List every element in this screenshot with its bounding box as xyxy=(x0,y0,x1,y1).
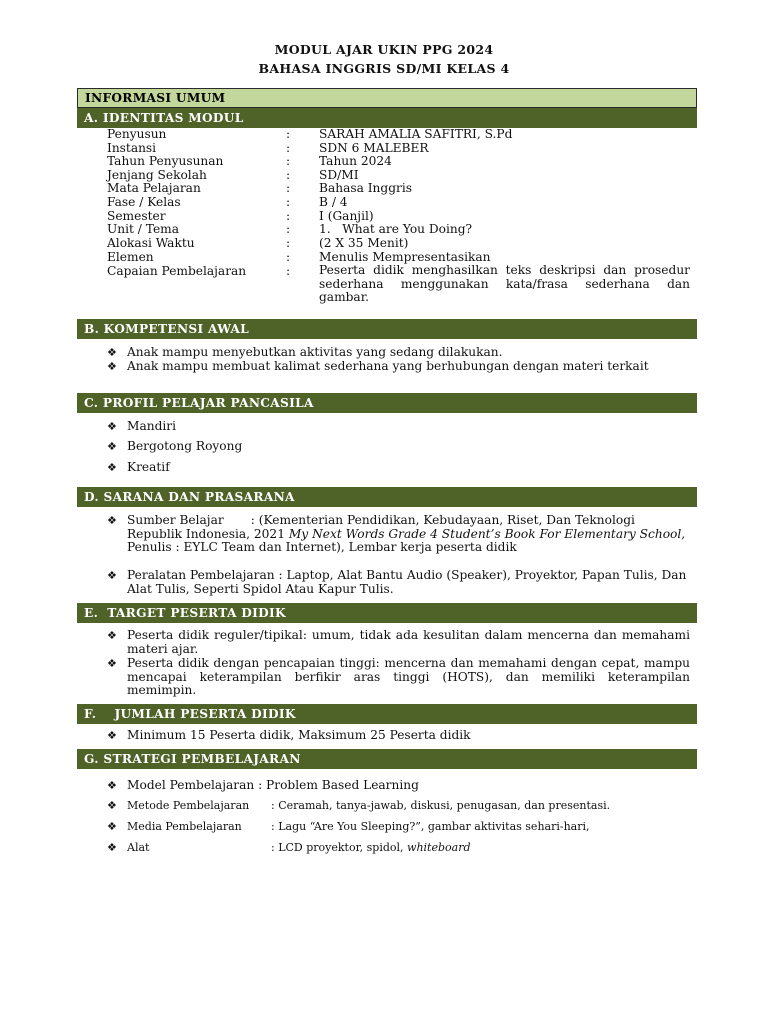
identity-row xyxy=(107,154,697,168)
identity-colon: : xyxy=(286,209,291,223)
strategy-label: Metode Pembelajaran xyxy=(127,799,250,812)
doc-title: MODUL AJAR UKIN PPG 2024 xyxy=(274,42,494,57)
diamond-bullet-icon: ❖ xyxy=(107,657,117,670)
strategy-value: : LCD proyektor, spidol, whiteboard xyxy=(271,841,471,854)
identity-row xyxy=(107,209,697,223)
strategy-value: : Lagu “Are You Sleeping?”, gambar aktivitas sehari-hari, xyxy=(271,820,590,833)
identity-value: I (Ganjil) xyxy=(319,209,374,223)
identity-value: SDN 6 MALEBER xyxy=(319,141,429,155)
diamond-bullet-icon: ❖ xyxy=(107,346,117,359)
identity-label: Jenjang Sekolah xyxy=(107,168,207,182)
identity-value: SD/MI xyxy=(319,168,359,182)
identity-value: Bahasa Inggris xyxy=(319,181,412,195)
diamond-bullet-icon: ❖ xyxy=(107,514,117,527)
sarana-source-text: Sumber Belajar : (Kementerian Pendidikan, Kebudayaan, Riset, Dan Teknologi Republik Indonesia, 2021 xyxy=(127,513,639,541)
identity-colon: : xyxy=(286,141,291,155)
identity-row xyxy=(107,263,697,305)
diamond-bullet-icon: ❖ xyxy=(107,629,117,642)
diamond-bullet-icon: ❖ xyxy=(107,799,117,812)
identity-value: 1. What are You Doing? xyxy=(319,222,473,236)
identity-label: Semester xyxy=(107,209,166,223)
identity-colon: : xyxy=(286,195,291,209)
identity-colon: : xyxy=(286,236,291,250)
identity-label: Penyusun xyxy=(107,127,167,141)
identity-colon: : xyxy=(286,154,291,168)
strategy-value: : Ceramah, tanya-jawab, diskusi, penugasan, dan presentasi. xyxy=(271,799,611,812)
identity-row xyxy=(107,250,697,264)
identity-row xyxy=(107,222,697,236)
identity-row xyxy=(107,236,697,250)
identity-colon: : xyxy=(286,222,291,236)
identity-label: Capaian Pembelajaran xyxy=(107,264,247,278)
diamond-bullet-icon: ❖ xyxy=(107,779,117,792)
identity-colon: : xyxy=(286,127,291,141)
diamond-bullet-icon: ❖ xyxy=(107,569,117,582)
diamond-bullet-icon: ❖ xyxy=(107,461,117,474)
identity-row xyxy=(107,168,697,182)
section-sarana-heading: D. SARANA DAN PRASARANA xyxy=(77,487,697,507)
identity-label: Elemen xyxy=(107,250,154,264)
identity-colon: : xyxy=(286,264,291,278)
identity-row xyxy=(107,141,697,155)
sarana-book-title: My Next Words Grade 4 Student’s Book For Elementary School xyxy=(288,526,682,541)
section-kompetensi-heading: B. KOMPETENSI AWAL xyxy=(77,319,697,339)
identity-row xyxy=(107,127,697,141)
diamond-bullet-icon: ❖ xyxy=(107,820,117,833)
diamond-bullet-icon: ❖ xyxy=(107,440,117,453)
whiteboard-text: whiteboard xyxy=(407,841,471,854)
doc-subtitle: BAHASA INGGRIS SD/MI KELAS 4 xyxy=(258,61,510,76)
section-profil-heading: C. PROFIL PELAJAR PANCASILA xyxy=(77,393,697,413)
identity-label: Mata Pelajaran xyxy=(107,181,201,195)
section-target-heading: E. TARGET PESERTA DIDIK xyxy=(77,603,697,623)
section-strategi-heading: G. STRATEGI PEMBELAJARAN xyxy=(77,749,697,769)
identity-label: Unit / Tema xyxy=(107,222,179,236)
identity-label: Instansi xyxy=(107,141,157,155)
section-identitas-heading: A. IDENTITAS MODUL xyxy=(77,108,697,128)
identity-colon: : xyxy=(286,181,291,195)
diamond-bullet-icon: ❖ xyxy=(107,729,117,742)
diamond-bullet-icon: ❖ xyxy=(107,360,117,373)
identity-row xyxy=(107,195,697,209)
sarana-source-text-end: , Penulis : EYLC Team dan Internet), Lembar kerja peserta didik xyxy=(127,526,690,555)
diamond-bullet-icon: ❖ xyxy=(107,841,117,854)
identity-value: Menulis Mempresentasikan xyxy=(319,250,491,264)
identity-value: (2 X 35 Menit) xyxy=(319,236,409,250)
info-umum-bar: INFORMASI UMUM xyxy=(77,88,697,108)
identity-value: Tahun 2024 xyxy=(319,154,392,168)
strategy-label: Alat xyxy=(127,841,150,854)
diamond-bullet-icon: ❖ xyxy=(107,420,117,433)
identity-label: Tahun Penyusunan xyxy=(107,154,224,168)
identity-row xyxy=(107,181,697,195)
identity-value: Peserta didik menghasilkan teks deskripsi dan prosedur sederhana menggunakan kata/frasa sederhana dan gambar. xyxy=(319,263,690,305)
identity-label: Fase / Kelas xyxy=(107,195,181,209)
identity-label: Alokasi Waktu xyxy=(107,236,195,250)
strategy-label: Media Pembelajaran xyxy=(127,820,242,833)
section-jumlah-heading: F. JUMLAH PESERTA DIDIK xyxy=(77,704,697,724)
identity-colon: : xyxy=(286,250,291,264)
identity-colon: : xyxy=(286,168,291,182)
identity-value: B / 4 xyxy=(319,195,348,209)
identity-value: SARAH AMALIA SAFITRI, S.Pd xyxy=(319,127,513,141)
